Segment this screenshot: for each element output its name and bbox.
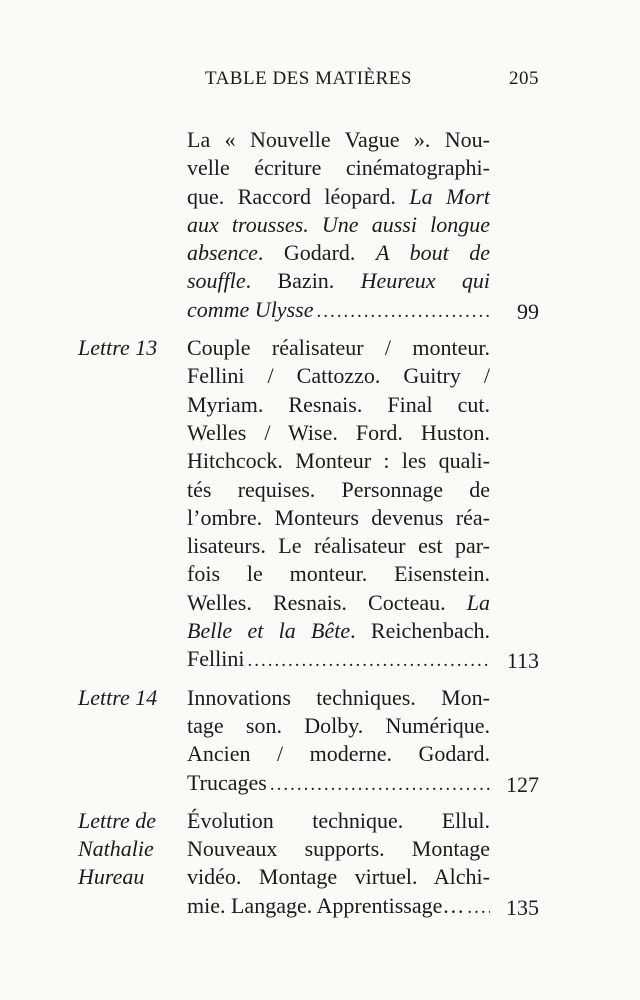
toc-entry-last-line: Trucages ..... (187, 769, 490, 799)
toc-entry-description (187, 684, 490, 799)
page-folio: 205 (509, 68, 539, 89)
dot-leader (247, 647, 490, 675)
toc-entry (0, 126, 640, 326)
running-head (0, 68, 640, 98)
running-head-title: TABLE DES MATIÈRES (205, 68, 412, 89)
toc-entry-line: tage son. Dolby. Numérique. (187, 712, 490, 738)
toc-entry-label-line: Lettre 14 (78, 684, 158, 710)
toc-entry-label (78, 684, 182, 712)
toc-entry-line: Welles / Wise. Ford. Huston. (187, 419, 490, 445)
table-of-contents (0, 126, 640, 922)
toc-entry-line: l’ombre. Monteurs devenus réa- (187, 504, 490, 530)
toc-entry-line: La « Nouvelle Vague ». Nou- (187, 127, 490, 152)
toc-entry-label (78, 334, 182, 362)
toc-entry-label-line: Hureau (78, 864, 145, 890)
toc-entry-line: Évolution technique. Ellul. (187, 807, 490, 833)
toc-entry-line: Myriam. Resnais. Final cut. (187, 391, 490, 417)
toc-entry-line: Fellini / Cattozzo. Guitry / (187, 363, 490, 389)
toc-entry-page-number: 127 (506, 771, 539, 797)
toc-entry (0, 684, 640, 799)
toc-entry-line: Hitchcock. Monteur : les quali- (187, 448, 490, 474)
toc-entry (0, 334, 640, 676)
toc-entry-label-line: Lettre de (78, 807, 156, 833)
toc-entry-line: Innovations techniques. Mon- (187, 684, 490, 710)
toc-entry-description (187, 334, 490, 676)
toc-entry-page-number: 99 (517, 298, 539, 324)
toc-entry-line: velle écriture cinématographi- (187, 155, 490, 181)
toc-entry-line: Nouveaux supports. Montage (187, 836, 490, 862)
toc-entry-line: vidéo. Montage virtuel. Alchi- (187, 864, 490, 890)
toc-entry-line: souffle. Bazin. Heureux qui (187, 268, 490, 294)
toc-entry-last-line: mie. Langage. Apprentissage… ..... (187, 892, 490, 922)
toc-entry-description (187, 126, 490, 326)
toc-entry-line: tés requises. Personnage de (187, 476, 490, 502)
toc-entry-description (187, 807, 490, 922)
dot-leader (270, 771, 490, 799)
toc-entry-page-number: 113 (506, 648, 539, 674)
toc-entry-line: que. Raccord léopard. La Mort (187, 183, 490, 209)
toc-entry-line: Ancien / moderne. Godard. (187, 741, 490, 767)
toc-entry-last-line: Fellini ..... (187, 645, 490, 675)
dot-leader (467, 894, 490, 922)
toc-entry (0, 807, 640, 922)
toc-entry-label-line: Nathalie (78, 836, 154, 862)
toc-entry-label-line: Lettre 13 (78, 335, 158, 361)
toc-entry-line: fois le monteur. Eisenstein. (187, 561, 490, 587)
toc-entry-line: Belle et la Bête. Reichenbach. (187, 618, 490, 644)
toc-entry-last-line: comme Ulysse ..... (187, 296, 490, 326)
toc-entry-line: aux trousses. Une aussi longue (187, 211, 490, 237)
dot-leader (316, 298, 490, 326)
toc-entry-line: lisateurs. Le réalisateur est par- (187, 533, 490, 559)
toc-entry-line: Couple réalisateur / monteur. (187, 335, 490, 361)
toc-entry-line: absence. Godard. A bout de (187, 240, 491, 266)
toc-entry-line: Welles. Resnais. Cocteau. La (187, 589, 490, 615)
toc-entry-label (78, 807, 182, 892)
toc-entry-page-number: 135 (506, 894, 539, 920)
